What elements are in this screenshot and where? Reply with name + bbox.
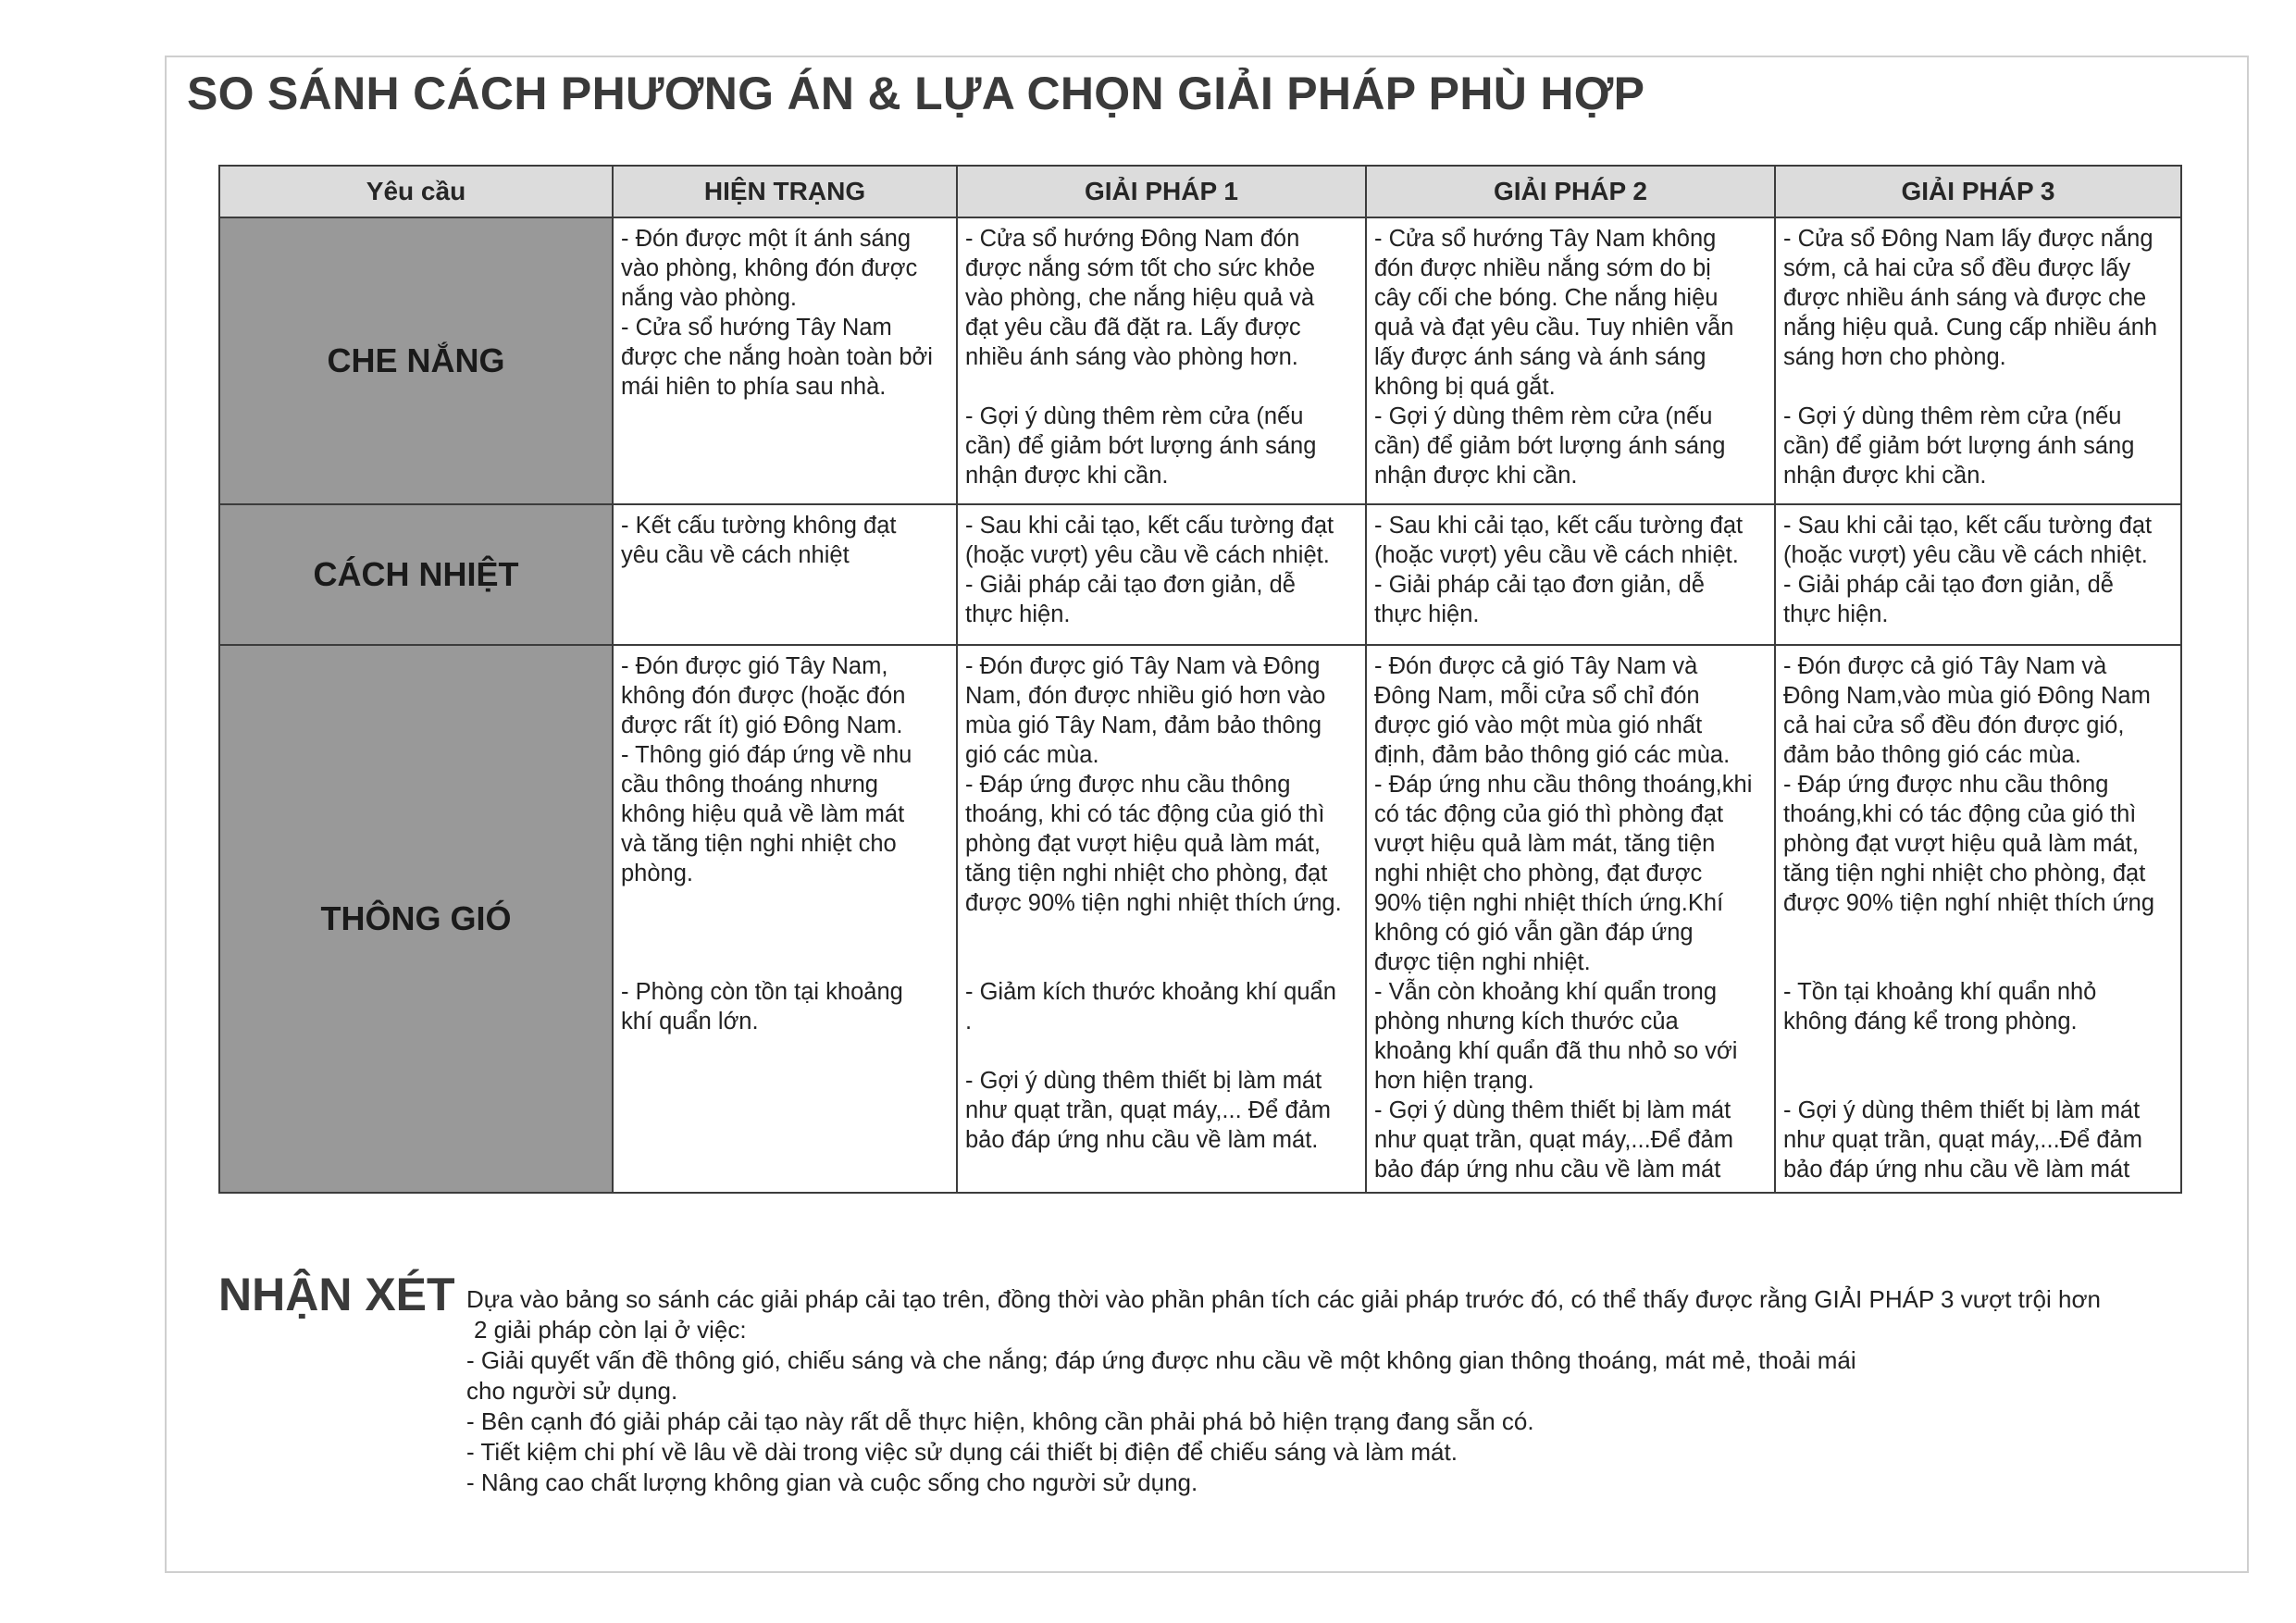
page-title: SO SÁNH CÁCH PHƯƠNG ÁN & LỰA CHỌN GIẢI PHÁP PHÙ HỢP — [187, 68, 1645, 119]
review-point: - Bên cạnh đó giải pháp cải tạo này rất dễ thực hiện, không cần phải phá bỏ hiện trạng đang sẵn có. — [466, 1407, 1534, 1435]
table-cell: - Đón được cả gió Tây Nam và Đông Nam,vào mùa gió Đông Nam cả hai cửa sổ đều đón được gió, đảm bảo thông gió các mùa. - Đáp ứng được nhu cầu thông thoáng,khi có tác động của gió thì phòng đạt vượt hiệu quả làm mát, tăng tiện nghi nhiệt cho phòng, đạt được 90% tiện nghí nhiệt thích ứng - Tồn tại khoảng khí quẩn nhỏ không đáng kể trong phòng. - Gợi ý dùng thêm thiết bị làm mát như quạt trần, quạt máy,...Để đảm bảo đáp ứng nhu cầu về làm mát — [1775, 645, 2181, 1193]
review-point: - Giải quyết vấn đề thông gió, chiếu sáng và che nắng; đáp ứng được nhu cầu về một không gian thông thoáng, mát mẻ, thoải mái — [466, 1346, 1856, 1374]
row-label-shading: CHE NẮNG — [219, 217, 613, 504]
table-cell: - Sau khi cải tạo, kết cấu tường đạt (hoặc vượt) yêu cầu về cách nhiệt. - Giải pháp cải tạo đơn giản, dễ thực hiện. — [1366, 504, 1775, 645]
header-current-state: HIỆN TRẠNG — [613, 166, 957, 217]
table-row — [219, 645, 2181, 1193]
table-cell: - Đón được gió Tây Nam, không đón được (hoặc đón được rất ít) gió Đông Nam. - Thông gió đáp ứng về nhu cầu thông thoáng nhưng không hiệu quả về làm mát và tăng tiện nghi nhiệt cho phòng. - Phòng còn tồn tại khoảng khí quẩn lớn. — [613, 645, 957, 1193]
comparison-table — [218, 165, 2182, 1194]
row-label-ventilation: THÔNG GIÓ — [219, 645, 613, 1193]
table-cell: - Đón được một ít ánh sáng vào phòng, không đón được nắng vào phòng. - Cửa sổ hướng Tây Nam được che nắng hoàn toàn bởi mái hiên to phía sau nhà. — [613, 217, 957, 504]
review-intro: Dựa vào bảng so sánh các giải pháp cải tạo trên, đồng thời vào phần phân tích các giải pháp trước đó, có thể thấy được rằng GIẢI PHÁP 3 vượt trội hơn — [466, 1285, 2101, 1313]
table-cell: - Cửa sổ hướng Đông Nam đón được nắng sớm tốt cho sức khỏe vào phòng, che nắng hiệu quả và đạt yêu cầu đã đặt ra. Lấy được nhiều ánh sáng vào phòng hơn. - Gợi ý dùng thêm rèm cửa (nếu cần) để giảm bớt lượng ánh sáng nhận được khi cần. — [957, 217, 1366, 504]
table-row — [219, 217, 2181, 504]
table-cell: - Kết cấu tường không đạt yêu cầu về cách nhiệt — [613, 504, 957, 645]
table-row — [219, 504, 2181, 645]
table-cell: - Sau khi cải tạo, kết cấu tường đạt (hoặc vượt) yêu cầu về cách nhiệt. - Giải pháp cải tạo đơn giản, dễ thực hiện. — [957, 504, 1366, 645]
header-requirement: Yêu cầu — [219, 166, 613, 217]
table-cell: - Sau khi cải tạo, kết cấu tường đạt (hoặc vượt) yêu cầu về cách nhiệt. - Giải pháp cải tạo đơn giản, dễ thực hiện. — [1775, 504, 2181, 645]
table-header-row — [219, 166, 2181, 217]
header-solution-3: GIẢI PHÁP 3 — [1775, 166, 2181, 217]
table-cell: - Đón được cả gió Tây Nam và Đông Nam, mỗi cửa sổ chỉ đón được gió vào một mùa gió nhất định, đảm bảo thông gió các mùa. - Đáp ứng nhu cầu thông thoáng,khi có tác động của gió thì phòng đạt vượt hiệu quả làm mát, tăng tiện nghi nhiệt cho phòng, đạt được 90% tiện nghi nhiệt thích ứng.Khí không có gió vẫn gần đáp ứng được tiện nghi nhiệt. - Vẫn còn khoảng khí quẩn trong phòng nhưng kích thước của khoảng khí quẩn đã thu nhỏ so với hơn hiện trạng. - Gợi ý dùng thêm thiết bị làm mát như quạt trần, quạt máy,...Để đảm bảo đáp ứng nhu cầu về làm mát — [1366, 645, 1775, 1193]
review-intro-continued: 2 giải pháp còn lại ở việc: — [474, 1316, 747, 1344]
review-point: - Nâng cao chất lượng không gian và cuộc sống cho người sử dụng. — [466, 1468, 1198, 1496]
header-solution-2: GIẢI PHÁP 2 — [1366, 166, 1775, 217]
review-point-continued: cho người sử dụng. — [466, 1377, 678, 1405]
review-point: - Tiết kiệm chi phí về lâu về dài trong việc sử dụng cái thiết bị điện để chiếu sáng và làm mát. — [466, 1438, 1458, 1466]
table-cell: - Cửa sổ hướng Tây Nam không đón được nhiều nắng sớm do bị cây cối che bóng. Che nắng hiệu quả và đạt yêu cầu. Tuy nhiên vẫn lấy được ánh sáng và ánh sáng không bị quá gắt. - Gợi ý dùng thêm rèm cửa (nếu cần) để giảm bớt lượng ánh sáng nhận được khi cần. — [1366, 217, 1775, 504]
table-cell: - Đón được gió Tây Nam và Đông Nam, đón được nhiều gió hơn vào mùa gió Tây Nam, đảm bảo thông gió các mùa. - Đáp ứng được nhu cầu thông thoáng, khi có tác động của gió thì phòng đạt vượt hiệu quả làm mát, tăng tiện nghi nhiệt cho phòng, đạt được 90% tiện nghi nhiệt thích ứng. - Giảm kích thước khoảng khí quẩn . - Gợi ý dùng thêm thiết bị làm mát như quạt trần, quạt máy,... Để đảm bảo đáp ứng nhu cầu về làm mát. — [957, 645, 1366, 1193]
row-label-insulation: CÁCH NHIỆT — [219, 504, 613, 645]
header-solution-1: GIẢI PHÁP 1 — [957, 166, 1366, 217]
table-cell: - Cửa sổ Đông Nam lấy được nắng sớm, cả hai cửa sổ đều được lấy được nhiều ánh sáng và được che nắng hiệu quả. Cung cấp nhiều ánh sáng hơn cho phòng. - Gợi ý dùng thêm rèm cửa (nếu cần) để giảm bớt lượng ánh sáng nhận được khi cần. — [1775, 217, 2181, 504]
review-body — [466, 1284, 2178, 1498]
review-heading: NHẬN XÉT — [218, 1269, 455, 1320]
